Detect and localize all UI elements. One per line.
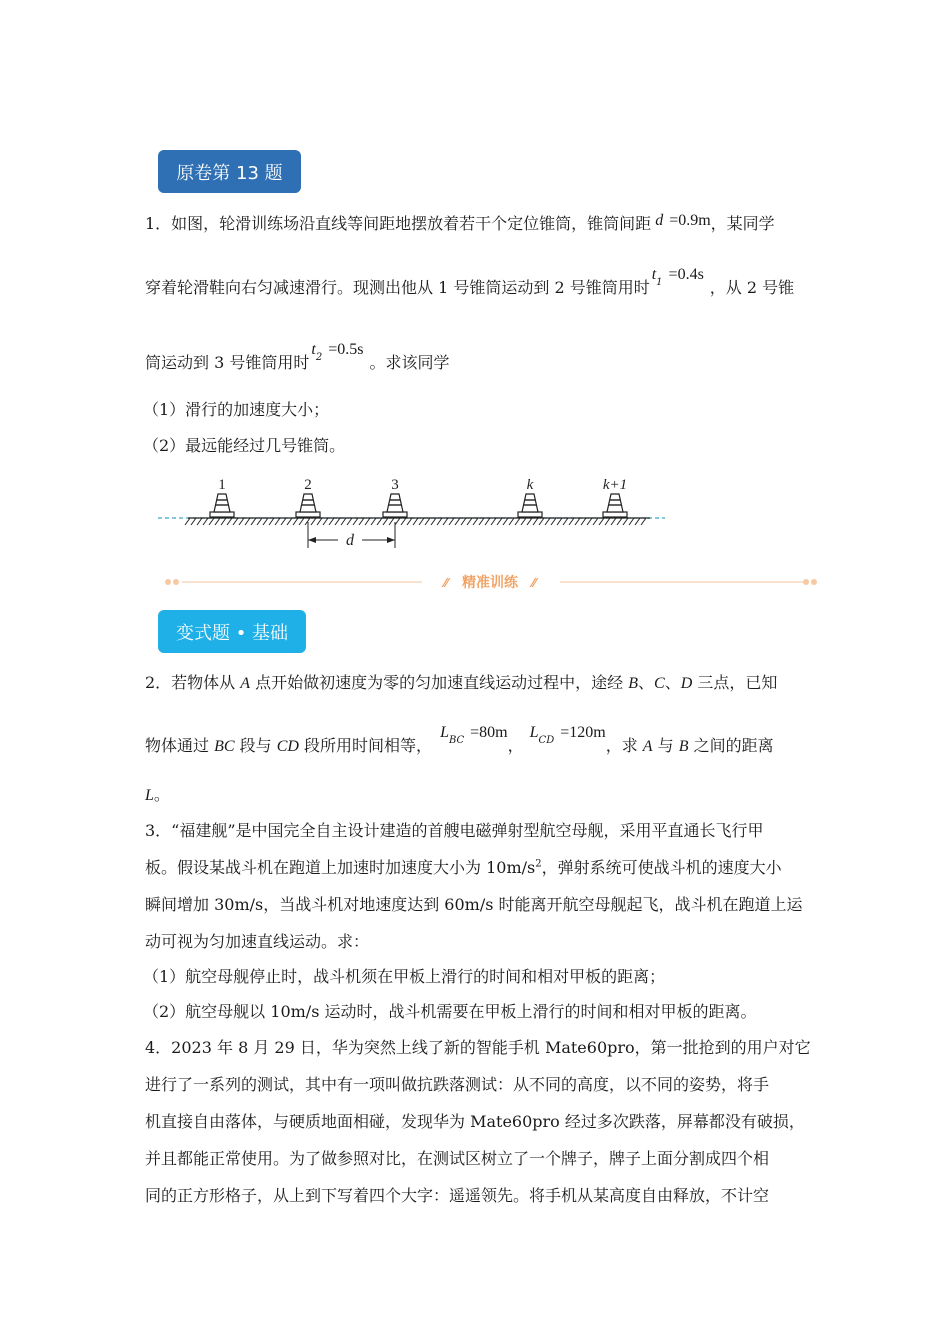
section-badge-variant: 变式题 • 基础 (158, 610, 306, 653)
hatch-stroke (275, 518, 280, 525)
cone-base (603, 512, 627, 517)
cone-base (518, 512, 542, 517)
hatch-stroke (251, 518, 256, 525)
hatch-stroke (389, 518, 394, 525)
hatch-stroke (485, 518, 490, 525)
q4-line-2: 进行了一系列的测试，其中有一项叫做抗跌落测试：从不同的高度，以不同的姿势，将手 (145, 1075, 770, 1094)
hatch-stroke (527, 518, 532, 525)
cones (210, 477, 627, 517)
cone-body (387, 494, 403, 512)
hatch-stroke (299, 518, 304, 525)
q1-part-2: （2）最远能经过几号锥筒。 (143, 436, 346, 455)
q3-line-3: 瞬间增加 30m/s，当战斗机对地速度达到 60m/s 时能离开航空母舰起飞，战斗机在跑道上运 (145, 895, 803, 914)
hatch-stroke (599, 518, 604, 525)
hatch-stroke (311, 518, 316, 525)
hatch-stroke (563, 518, 568, 525)
hatch-stroke (323, 518, 328, 525)
hatch-stroke (215, 518, 220, 525)
hatch-stroke (545, 518, 550, 525)
hatch-stroke (479, 518, 484, 525)
hatch-stroke (335, 518, 340, 525)
hatch-stroke (191, 518, 196, 525)
hatch-stroke (461, 518, 466, 525)
cone-base (296, 512, 320, 517)
hatch-stroke (359, 518, 364, 525)
divider-dot (165, 579, 171, 585)
cone-base (210, 512, 234, 517)
section-badge-original: 原卷第 13 题 (158, 150, 301, 193)
cone-body (300, 494, 316, 512)
hatch-stroke (491, 518, 496, 525)
q2-line-3: L。 (145, 785, 170, 804)
cone-3 (383, 477, 407, 517)
hatch-stroke (419, 518, 424, 525)
cone-1 (210, 477, 234, 517)
formula-lcd: $L_{CD} =120m$ (529, 724, 606, 746)
hatch-stroke (629, 518, 634, 525)
divider-slash-right: ⁄⁄ (532, 576, 537, 590)
hatch-stroke (257, 518, 262, 525)
hatch-stroke (233, 518, 238, 525)
hatch-stroke (521, 518, 526, 525)
hatch-stroke (371, 518, 376, 525)
q4-line-1: 4．2023 年 8 月 29 日，华为突然上线了新的智能手机 Mate60pro，第一批抢到的用户对它 (145, 1038, 811, 1057)
hatch-stroke (581, 518, 586, 525)
q3-line-1: 3．“福建舰”是中国完全自主设计建造的首艘电磁弹射型航空母舰，采用平直通长飞行甲 (145, 821, 764, 840)
q1-line-2: 穿着轮滑鞋向右匀减速滑行。现测出他从 1 号锥筒运动到 2 号锥筒用时$t_1 =0.4s$，从 2 号锥 (145, 266, 795, 297)
hatch-stroke (221, 518, 226, 525)
cone-body (522, 494, 538, 512)
cone-track-figure (150, 470, 680, 555)
hatch-stroke (497, 518, 502, 525)
hatch-stroke (455, 518, 460, 525)
hatch-stroke (413, 518, 418, 525)
cone-5 (603, 477, 627, 517)
cone-label: 3 (391, 477, 399, 493)
hatch-stroke (617, 518, 622, 525)
cone-4 (518, 477, 542, 517)
hatch-stroke (269, 518, 274, 525)
q2-line-2: 物体通过 BC 段与 CD 段所用时间相等，$L_{BC} =80m$，$L_{CD} =120m$，求 A 与 B 之间的距离 (145, 724, 774, 755)
hatch-stroke (263, 518, 268, 525)
hatch-stroke (611, 518, 616, 525)
hatch-stroke (557, 518, 562, 525)
hatch-stroke (383, 518, 388, 525)
hatch-stroke (467, 518, 472, 525)
hatch-stroke (593, 518, 598, 525)
hatch-stroke (401, 518, 406, 525)
hatch-stroke (227, 518, 232, 525)
hatch-stroke (239, 518, 244, 525)
q3-part-1: （1）航空母舰停止时，战斗机须在甲板上滑行的时间和相对甲板的距离； (143, 967, 666, 986)
divider-dot (811, 579, 817, 585)
hatch-stroke (293, 518, 298, 525)
hatch-stroke (185, 518, 190, 525)
hatch-stroke (425, 518, 430, 525)
q3-line-2: 板。假设某战斗机在跑道上加速时加速度大小为 $10m/s^2$，弹射系统可使战斗机的速度大小 (145, 858, 782, 877)
hatch-stroke (539, 518, 544, 525)
hatch-stroke (353, 518, 358, 525)
hatch-stroke (635, 518, 640, 525)
cone-label: k+1 (602, 477, 628, 493)
hatch-stroke (341, 518, 346, 525)
hatch-stroke (203, 518, 208, 525)
cone-label: 2 (304, 477, 312, 493)
cone-body (607, 494, 623, 512)
hatch-stroke (443, 518, 448, 525)
hatch-stroke (587, 518, 592, 525)
distance-label: d (346, 532, 354, 549)
q4-line-5: 同的正方形格子，从上到下写着四个大字：遥遥领先。将手机从某高度自由释放，不计空 (145, 1186, 770, 1205)
hatch-stroke (347, 518, 352, 525)
formula-lbc: $L_{BC} =80m$ (440, 724, 508, 746)
hatch-stroke (503, 518, 508, 525)
cone-2 (296, 477, 320, 517)
hatch-stroke (551, 518, 556, 525)
q4-line-4: 并且都能正常使用。为了做参照对比，在测试区树立了一个牌子，牌子上面分割成四个相 (145, 1149, 770, 1168)
cone-label: 1 (218, 477, 226, 493)
divider-dot (173, 579, 179, 585)
divider-label: 精准训练 (462, 575, 518, 591)
cone-body (214, 494, 230, 512)
hatch-stroke (407, 518, 412, 525)
hatch-stroke (197, 518, 202, 525)
hatch-stroke (569, 518, 574, 525)
hatch-stroke (281, 518, 286, 525)
hatch-stroke (575, 518, 580, 525)
ground-hatching (185, 518, 646, 525)
divider-dot (803, 579, 809, 585)
hatch-stroke (515, 518, 520, 525)
q4-line-3: 机直接自由落体，与硬质地面相碰，发现华为 Mate60pro 经过多次跌落，屏幕都没有破损， (145, 1112, 805, 1131)
hatch-stroke (449, 518, 454, 525)
hatch-stroke (317, 518, 322, 525)
q2-line-1: 2．若物体从 A 点开始做初速度为零的匀加速直线运动过程中，途经 B、C、D 三点，已知 (145, 673, 778, 692)
hatch-stroke (437, 518, 442, 525)
hatch-stroke (395, 518, 400, 525)
hatch-stroke (365, 518, 370, 525)
hatch-stroke (623, 518, 628, 525)
hatch-stroke (209, 518, 214, 525)
hatch-stroke (605, 518, 610, 525)
dim-arrowhead-left (308, 537, 316, 543)
q1-part-1: （1）滑行的加速度大小； (143, 400, 330, 419)
cone-label: k (526, 477, 534, 493)
hatch-stroke (431, 518, 436, 525)
q3-part-2: （2）航空母舰以 10m/s 运动时，战斗机需要在甲板上滑行的时间和相对甲板的距离。 (143, 1002, 757, 1021)
hatch-stroke (329, 518, 334, 525)
divider-slash-left: ⁄⁄ (444, 576, 449, 590)
q1-line-3: 筒运动到 3 号锥筒用时$t_2 =0.5s$。求该同学 (145, 341, 450, 372)
hatch-stroke (473, 518, 478, 525)
hatch-stroke (245, 518, 250, 525)
hatch-stroke (377, 518, 382, 525)
hatch-stroke (509, 518, 514, 525)
q3-line-4: 动可视为匀加速直线运动。求： (145, 932, 370, 951)
hatch-stroke (287, 518, 292, 525)
cone-base (383, 512, 407, 517)
dim-arrowhead-right (387, 537, 395, 543)
hatch-stroke (533, 518, 538, 525)
q1-line-1: 1．如图，轮滑训练场沿直线等间距地摆放着若干个定位锥筒，锥筒间距 d =0.9m，某同学 (145, 212, 775, 233)
hatch-stroke (641, 518, 646, 525)
